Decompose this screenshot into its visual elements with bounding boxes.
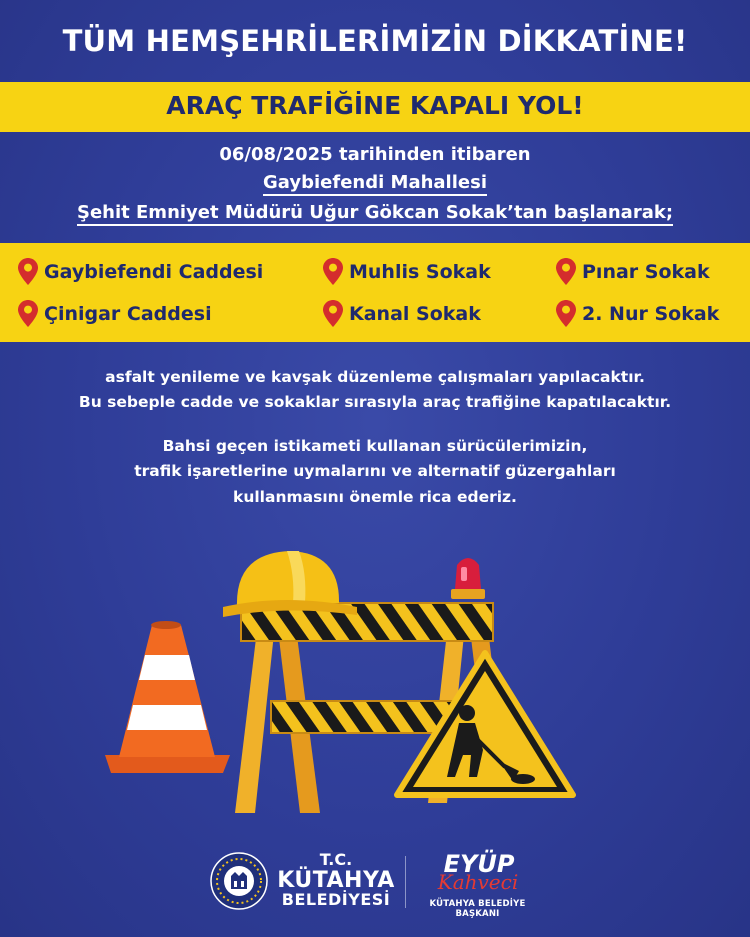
body-text: Bahsi geçen istikameti kullanan sürücülerimizin, [162,437,588,455]
street-item [18,300,212,327]
location-pin-icon [18,258,38,285]
subheadline: ARAÇ TRAFİĞİNE KAPALI YOL! [166,91,584,120]
city-label: KÜTAHYA [277,867,395,893]
intro-neighborhood: Gaybiefendi Mahallesi [0,172,750,193]
location-pin-icon [323,300,343,327]
mayor-first-name: EYÜP [443,850,515,878]
street-label: Muhlis Sokak [349,260,491,283]
street-label: Kanal Sokak [349,302,481,325]
mayor-title: KÜTAHYA BELEDİYE BAŞKANI [429,899,526,919]
body-text: asfalt yenileme ve kavşak düzenleme çalışmaları yapılacaktır. [105,368,645,386]
municipality-name [276,852,396,909]
mayor-last-name: Kahveci [437,870,519,894]
intro-start-street: Şehit Emniyet Müdürü Uğur Gökcan Sokak’tan başlanarak; [0,202,750,223]
street-item [556,300,719,327]
roadworks-illustration [95,545,595,825]
location-pin-icon [18,300,38,327]
street-item [323,300,481,327]
body-text: kullanmasını önemle rica ederiz. [233,488,517,506]
hard-hat-icon [223,551,357,617]
street-item [323,258,491,285]
street-label: Pınar Sokak [582,260,710,283]
intro-date: 06/08/2025 tarihinden itibaren [219,144,531,165]
street-item [556,258,710,285]
location-pin-icon [556,258,576,285]
location-pin-icon [556,300,576,327]
body-text: Bu sebeple cadde ve sokaklar sırasıyla araç trafiğine kapatılacaktır. [78,393,672,411]
street-label: Çinigar Caddesi [44,302,212,325]
location-pin-icon [323,258,343,285]
tc-label: T.C. [319,850,353,869]
body-text: trafik işaretlerine uymalarını ve alternatif güzergahları [134,462,616,480]
street-item [18,258,263,285]
municipality-emblem-icon [210,852,268,910]
municipality-label: BELEDİYESİ [281,889,391,909]
street-label: Gaybiefendi Caddesi [44,260,264,283]
street-label: 2. Nur Sokak [582,302,720,325]
warning-light-icon [451,558,485,599]
headline: TÜM HEMŞEHRİLERİMİZİN DİKKATİNE! [62,24,688,58]
traffic-cone-icon [105,621,230,773]
footer-divider [405,856,406,908]
